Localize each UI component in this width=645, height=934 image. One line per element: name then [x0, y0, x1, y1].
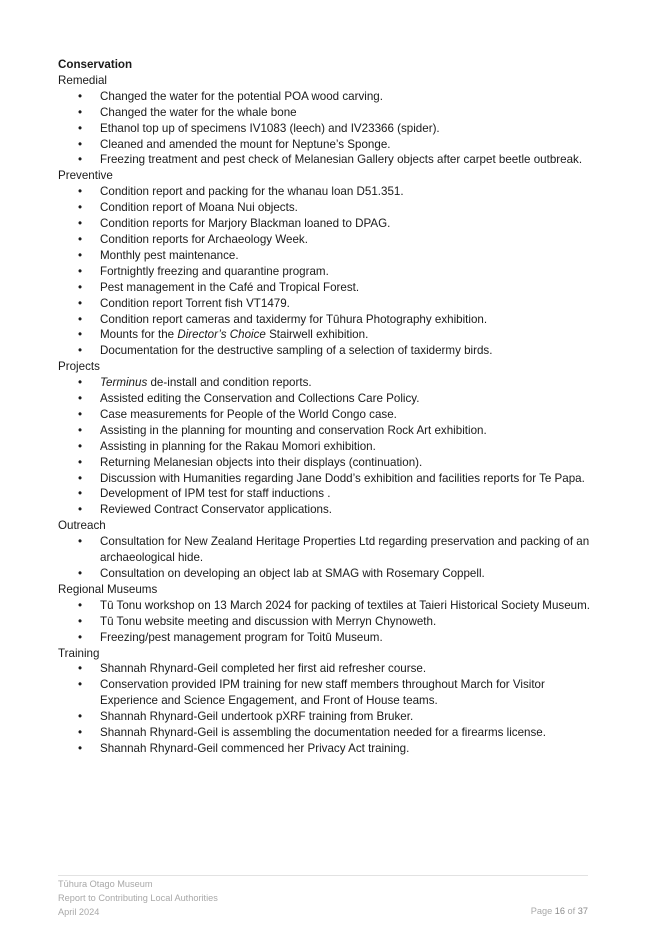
footer-date: April 2024	[58, 906, 100, 917]
list-item: • Assisting in planning for the Rakau Momori exhibition.	[58, 439, 598, 455]
list-item	[58, 327, 598, 343]
bullet-list	[58, 661, 598, 756]
list-item	[58, 375, 598, 391]
subsection-title: Preventive	[58, 169, 113, 183]
list-item: • Pest management in the Café and Tropical Forest.	[58, 280, 598, 296]
page-footer	[58, 878, 588, 920]
list-item: • Condition report cameras and taxidermy for Tūhura Photography exhibition.	[58, 312, 598, 328]
item-text: Stairwell exhibition.	[265, 328, 369, 342]
document-body	[58, 57, 598, 757]
list-item: • Reviewed Contract Conservator applications.	[58, 502, 598, 518]
list-item: • Shannah Rhynard-Geil completed her first aid refresher course.	[58, 661, 598, 677]
page-number: Page 16 of 37	[530, 906, 588, 916]
list-item: • Shannah Rhynard-Geil commenced her Privacy Act training.	[58, 741, 598, 757]
section-preventive	[58, 168, 598, 359]
section-heading: Conservation	[58, 58, 133, 71]
list-item: • Condition report of Moana Nui objects.	[58, 200, 598, 216]
list-item: • Consultation on developing an object lab at SMAG with Rosemary Coppell.	[58, 566, 598, 582]
section-projects	[58, 359, 598, 518]
subsection-title: Outreach	[58, 519, 106, 533]
list-item: • Assisted editing the Conservation and Collections Care Policy.	[58, 391, 598, 407]
list-item: • Shannah Rhynard-Geil undertook pXRF training from Bruker.	[58, 709, 598, 725]
list-item: • Discussion with Humanities regarding Jane Dodd’s exhibition and facilities reports for Te Papa.	[58, 471, 598, 487]
list-item: • Fortnightly freezing and quarantine program.	[58, 264, 598, 280]
subsection-title: Training	[58, 646, 100, 660]
list-item: • Condition reports for Marjory Blackman loaned to DPAG.	[58, 216, 598, 232]
bullet-list	[58, 375, 598, 518]
list-item: • Shannah Rhynard-Geil is assembling the documentation needed for a firearms license.	[58, 725, 598, 741]
bullet-list	[58, 89, 598, 169]
list-item: • Monthly pest maintenance.	[58, 248, 598, 264]
list-item: • Conservation provided IPM training for new staff members throughout March for Visitor Experience and Science Engagement, and Front of House teams.	[58, 677, 598, 709]
bullet-list	[58, 598, 598, 646]
subsection-title: Regional Museums	[58, 582, 158, 596]
list-item: • Returning Melanesian objects into their displays (continuation).	[58, 455, 598, 471]
list-item: • Freezing treatment and pest check of Melanesian Gallery objects after carpet beetle outbreak.	[58, 152, 598, 168]
list-item: • Tū Tonu workshop on 13 March 2024 for packing of textiles at Taieri Historical Society Museum.	[58, 598, 598, 614]
item-text: Mounts for the	[100, 328, 178, 342]
bullet-list	[58, 534, 598, 582]
section-outreach	[58, 518, 598, 582]
list-item: • Freezing/pest management program for Toitū Museum.	[58, 630, 598, 646]
list-item: • Changed the water for the potential POA wood carving.	[58, 89, 598, 105]
subsection-title: Projects	[58, 360, 100, 374]
list-item: • Changed the water for the whale bone	[58, 105, 598, 121]
footer-report-title: Report to Contributing Local Authorities	[58, 892, 218, 903]
bullet-list	[58, 184, 598, 359]
footer-divider	[58, 875, 588, 876]
list-item: • Ethanol top up of specimens IV1083 (leech) and IV23366 (spider).	[58, 121, 598, 137]
list-item: • Development of IPM test for staff inductions .	[58, 486, 598, 502]
list-item: • Cleaned and amended the mount for Neptune’s Sponge.	[58, 137, 598, 153]
list-item: • Documentation for the destructive sampling of a selection of taxidermy birds.	[58, 343, 598, 359]
subsection-title: Remedial	[58, 73, 107, 87]
item-emphasis: Director’s Choice	[177, 328, 266, 342]
section-remedial	[58, 73, 598, 168]
item-emphasis: Terminus	[100, 376, 148, 390]
section-training	[58, 646, 598, 757]
list-item: • Condition reports for Archaeology Week.	[58, 232, 598, 248]
list-item: • Consultation for New Zealand Heritage Properties Ltd regarding preservation and packing of an archaeological hide.	[58, 534, 598, 566]
item-text: de-install and condition reports.	[147, 376, 312, 390]
list-item: • Condition report Torrent fish VT1479.	[58, 296, 598, 312]
footer-organisation: Tūhura Otago Museum	[58, 879, 153, 889]
section-regional-museums	[58, 582, 598, 646]
list-item: • Assisting in the planning for mounting and conservation Rock Art exhibition.	[58, 423, 598, 439]
list-item: • Case measurements for People of the World Congo case.	[58, 407, 598, 423]
list-item: • Tū Tonu website meeting and discussion with Merryn Chynoweth.	[58, 614, 598, 630]
list-item: • Condition report and packing for the whanau loan D51.351.	[58, 184, 598, 200]
sections-container	[58, 73, 598, 757]
